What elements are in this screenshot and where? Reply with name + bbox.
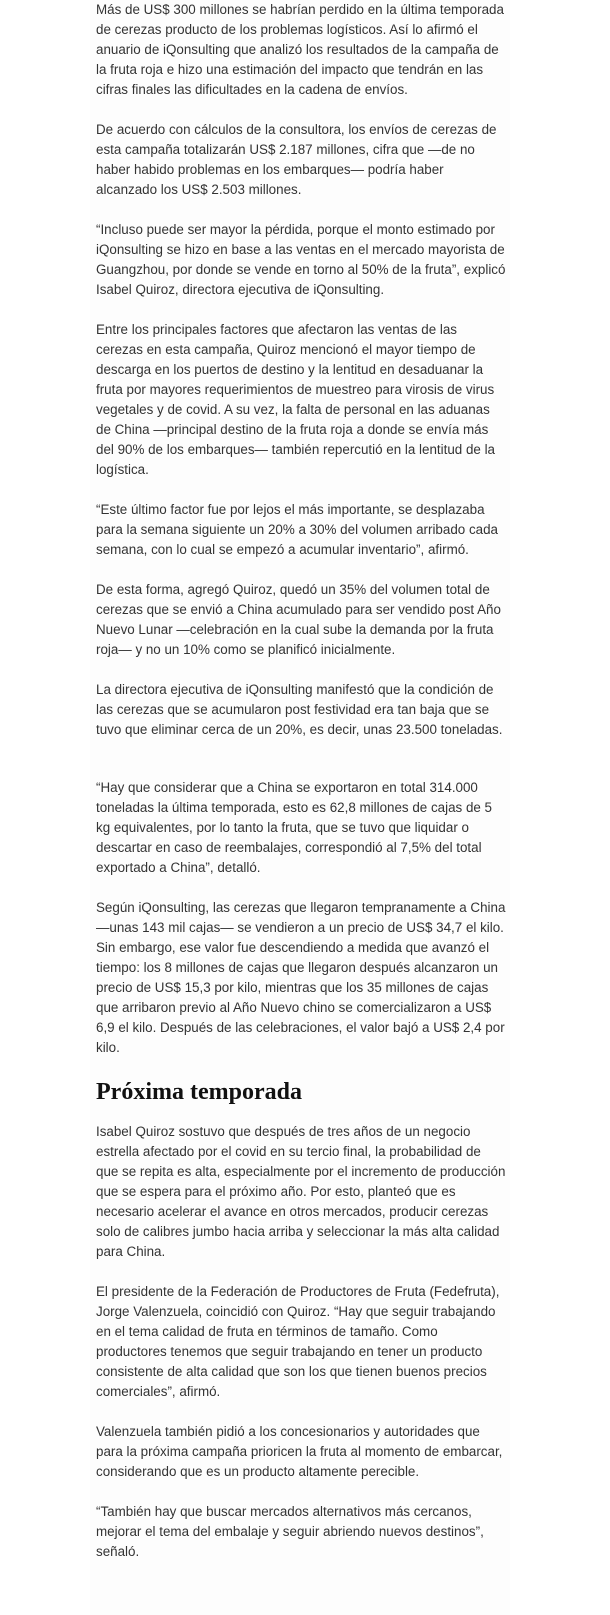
article-body [96,0,506,1582]
paragraph-next-season: Isabel Quiroz sostuvo que después de tres años de un negocio estrella afectado por el covid en su tercio final, la probabilidad de que se repita es alta, especialmente por el incremento de producción que se espera para el próximo año. Por esto, planteó que es necesario acelerar el avance en otros mercados, producir cerezas solo de calibres jumbo hacia arriba y seleccionar la más alta calidad para China. [96,1124,506,1259]
paragraph-concessionaires: Valenzuela también pidió a los concesionarios y autoridades que para la próxima campaña prioricen la fruta al momento de embarcar, considerando que es un producto altamente perecible. [96,1424,503,1479]
paragraph-shipment-totals: De acuerdo con cálculos de la consultora, los envíos de cerezas de esta campaña totalizarán US$ 2.187 millones, cifra que —de no haber habido problemas en los embarques— podría haber alcanzado los US$ 2.503 millones. [96,122,497,197]
paragraph-quote-exports: “Hay que considerar que a China se exportaron en total 314.000 toneladas la última temporada, esto es 62,8 millones de cajas de 5 kg equivalentes, por lo tanto la fruta, que se tuvo que liquidar o descartar en caso de reembalajes, correspondió al 7,5% del total exportado a China”, detalló. [96,780,493,875]
paragraph-condition: La directora ejecutiva de iQonsulting manifestó que la condición de las cerezas que se acumularon post festividad era tan baja que se tuvo que eliminar cerca de un 20%, es decir, unas 23.500 toneladas. [96,682,503,737]
paragraph-lunar-new-year: De esta forma, agregó Quiroz, quedó un 35% del volumen total de cerezas que se envió a China acumulado para ser vendido post Año Nuevo Lunar —celebración en la cual sube la demanda por la fruta roja— y no un 10% como se planificó inicialmente. [96,582,501,657]
paragraph-quote-loss: “Incluso puede ser mayor la pérdida, porque el monto estimado por iQonsulting se hizo en base a las ventas en el mercado mayorista de Guangzhou, por donde se vende en torno al 50% de la fruta”, explicó Isabel Quiroz, directora ejecutiva de iQonsulting. [96,222,506,297]
section-heading: Próxima temporada [96,1079,302,1105]
paragraph-intro: Más de US$ 300 millones se habrían perdido en la última temporada de cerezas producto de los problemas logísticos. Así lo afirmó el anuario de iQonsulting que analizó los resultados de la campaña de la fruta roja e hizo una estimación del impacto que tendrán en las cifras finales las dificultades en la cadena de envíos. [96,2,504,97]
paragraph-quote-markets: “También hay que buscar mercados alternativos más cercanos, mejorar el tema del embalaje y seguir abriendo nuevos destinos”, señaló. [96,1504,484,1559]
paragraph-fedefruta: El presidente de la Federación de Productores de Fruta (Fedefruta), Jorge Valenzuela, coincidió con Quiroz. “Hay que seguir trabajando en el tema calidad de fruta en términos de tamaño. Como productores tenemos que seguir trabajando en tener un producto consistente de alta calidad que son los que tienen buenos precios comerciales”, afirmó. [96,1284,500,1399]
paragraph-quote-inventory: “Este último factor fue por lejos el más importante, se desplazaba para la semana siguiente un 20% a 30% del volumen arribado cada semana, con lo cual se empezó a acumular inventario”, afirmó. [96,502,498,557]
paragraph-factors: Entre los principales factores que afectaron las ventas de las cerezas en esta campaña, Quiroz mencionó el mayor tiempo de descarga en los puertos de destino y la lentitud en desaduanar la fruta por mayores requerimientos de muestreo para virosis de virus vegetales y de covid. A su vez, la falta de personal en las aduanas de China —principal destino de la fruta roja a donde se envía más del 90% de los embarques— también repercutió en la lentitud de la logística. [96,322,495,477]
paragraph-prices: Según iQonsulting, las cerezas que llegaron tempranamente a China —unas 143 mil cajas— se vendieron a un precio de US$ 34,7 el kilo. Sin embargo, ese valor fue descendiendo a medida que avanzó el tiempo: los 8 millones de cajas que llegaron después alcanzaron un precio de US$ 15,3 por kilo, mientras que los 35 millones de cajas que arribaron previo al Año Nuevo chino se comercializaron a US$ 6,9 el kilo. Después de las celebraciones, el valor bajó a US$ 2,4 por kilo. [96,900,506,1055]
